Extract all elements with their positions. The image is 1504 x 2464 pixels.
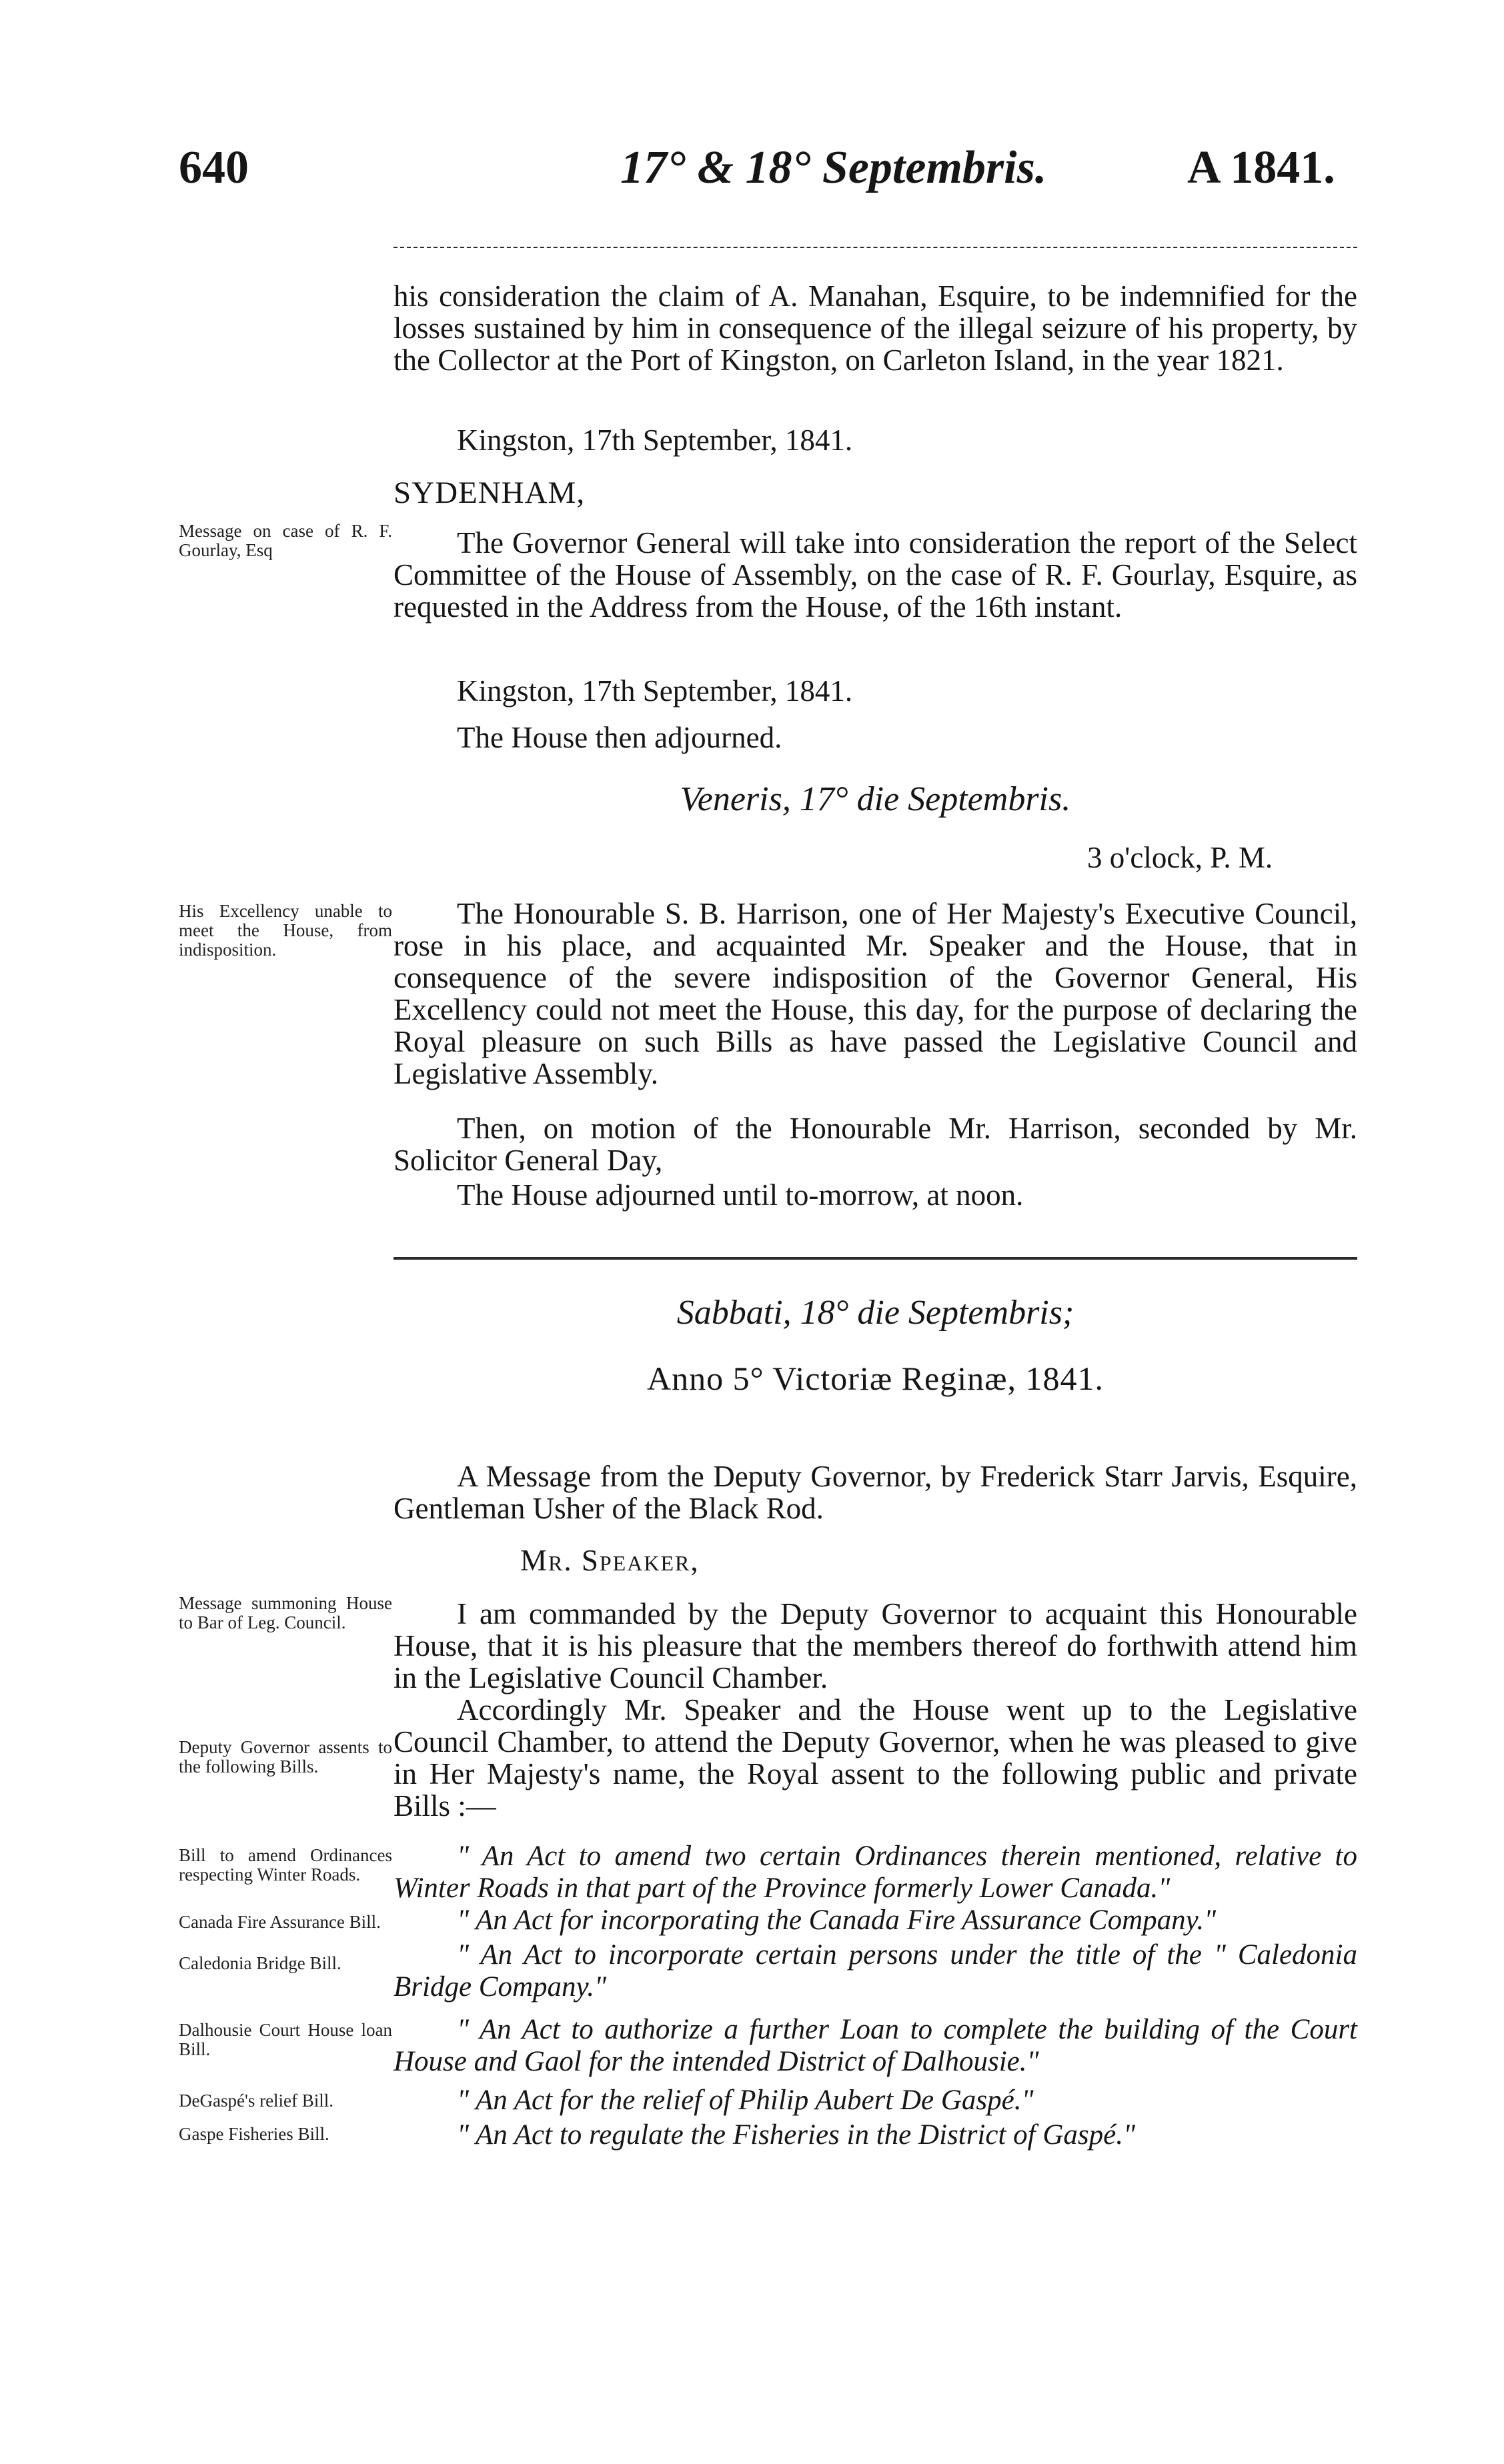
margin-note-gourlay: Message on case of R. F. Gourlay, Esq (179, 521, 392, 560)
message-intro: A Message from the Deputy Governor, by Frederick Starr Jarvis, Esquire, Gentleman Usher of the Black Rod. (394, 1460, 1357, 1525)
act-caledonia: " An Act to incorporate certain persons under the title of the " Caledonia Bridge Company." (394, 1939, 1357, 2003)
margin-note-assent: Deputy Governor assents to the following Bills. (179, 1737, 392, 1776)
continuation-dateline: Kingston, 17th September, 1841. (457, 423, 853, 457)
sabbati-heading: Sabbati, 18° die Septembris; (676, 1294, 1074, 1332)
gourlay-dateline: Kingston, 17th September, 1841. (457, 674, 853, 708)
margin-note-degaspe: DeGaspé's relief Bill. (179, 2091, 334, 2111)
margin-note-fire-assurance: Canada Fire Assurance Bill. (179, 1912, 381, 1932)
header-year: A 1841. (1187, 142, 1335, 193)
margin-note-indisposition: His Excellency unable to meet the House, from indisposition. (179, 901, 392, 960)
header-dates: 17° & 18° Septembris. (620, 142, 1047, 193)
margin-note-summoning: Message summoning House to Bar of Leg. Council. (179, 1593, 392, 1632)
veneris-paragraph: The Honourable S. B. Harrison, one of Her Majesty's Executive Council, rose in his place, and acquainted Mr. Speaker and the House, that in consequence of the severe indisposition of the Governor General, His Excellency could not meet the House, this day, for the purpose of declaring the Royal pleasure on such Bills as have passed the Legislative Council and Legislative Assembly. (394, 897, 1357, 1090)
assent-paragraph: Accordingly Mr. Speaker and the House went up to the Legislative Council Chamber, to attend the Deputy Governor, when he was pleased to give in Her Majesty's name, the Royal assent to the following public and private Bills :— (394, 1693, 1357, 1822)
page-number: 640 (179, 142, 249, 193)
summons-paragraph: I am commanded by the Deputy Governor to acquaint this Honourable House, that it is his pleasure that the members thereof do forthwith attend him in the Legislative Council Chamber. (394, 1597, 1357, 1694)
margin-note-gaspe-fisheries: Gaspe Fisheries Bill. (179, 2124, 329, 2144)
house-adjourned-2: The House adjourned until to-morrow, at noon. (457, 1178, 1024, 1212)
signature: SYDENHAM, (394, 475, 586, 510)
gourlay-paragraph: The Governor General will take into consideration the report of the Select Committee of the House of Assembly, on the case of R. F. Gourlay, Esquire, as requested in the Address from the House, of the 16th instant. (394, 526, 1357, 624)
section-divider (394, 1257, 1357, 1260)
act-winter-roads: " An Act to amend two certain Ordinances therein mentioned, relative to Winter Roads in that part of the Province formerly Lower Canada." (394, 1840, 1357, 1904)
sabbati-subheading: Anno 5° Victoriæ Reginæ, 1841. (647, 1360, 1104, 1397)
veneris-time: 3 o'clock, P. M. (1087, 841, 1273, 874)
veneris-heading: Veneris, 17° die Septembris. (680, 780, 1071, 818)
act-gaspe-fisheries: " An Act to regulate the Fisheries in the District of Gaspé." (457, 2119, 1136, 2151)
act-degaspe: " An Act for the relief of Philip Aubert De Gaspé." (457, 2085, 1034, 2116)
margin-note-caledonia: Caledonia Bridge Bill. (179, 1953, 341, 1973)
house-adjourned-1: The House then adjourned. (457, 721, 782, 754)
margin-note-winter-roads: Bill to amend Ordinances respecting Winter Roads. (179, 1845, 392, 1885)
act-fire-assurance: " An Act for incorporating the Canada Fire Assurance Company." (457, 1905, 1217, 1936)
veneris-motion: Then, on motion of the Honourable Mr. Harrison, seconded by Mr. Solicitor General Day, (394, 1112, 1357, 1177)
margin-note-dalhousie: Dalhousie Court House loan Bill. (179, 2020, 392, 2059)
salutation: Mr. Speaker, (520, 1544, 700, 1577)
act-dalhousie: " An Act to authorize a further Loan to complete the building of the Court House and Gaol for the intended District of Dalhousie." (394, 2014, 1357, 2077)
continuation-paragraph: his consideration the claim of A. Manahan, Esquire, to be indemnified for the losses sustained by him in consequence of the illegal seizure of his property, by the Collector at the Port of Kingston, on Carleton Island, in the year 1821. (394, 279, 1357, 377)
header-rule (394, 247, 1357, 248)
